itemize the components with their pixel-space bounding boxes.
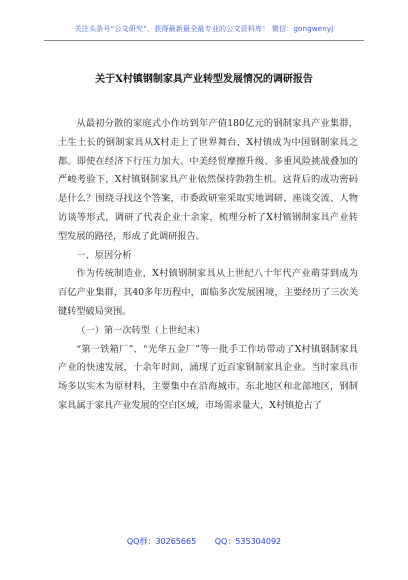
footer-contact: [0, 536, 408, 547]
subsection1-paragraph: “第一铁箱厂”、“光华五金厂”等一批手工作坊带动了X村镇钢制家具产业的快速发展，十余年时间，涌现了近百家钢制家具企业。当时家具市场多以实木为原材料，主要集中在沿海城市、东北地区和北部地区，钢制家具属于家具产业发展的空白区域，市场需求量大，X村镇抢占了: [58, 343, 358, 411]
document-title: 关于X村镇钢制家具产业转型发展情况的调研报告: [95, 74, 313, 85]
header-divider: [44, 40, 364, 41]
qq-group-text: QQ群：30265665: [126, 537, 197, 546]
intro-paragraph: 从最初分散的家庭式小作坊到年产值180亿元的钢制家具产业集群，土生土长的钢制家具从X村走上了世界舞台，X村镇成为中国钢制家具之都。即使在经济下行压力加大、中美经贸摩擦升级、多重风险挑战叠加的严峻考验下，X村镇钢制家具产业依然保持勃勃生机。这背后的成功密码是什么？围绕寻找这个答案，市委政研室采取实地调研、座谈交流、人物访谈等形式，调研了代表企业十余家，梳理分析了X村镇钢制家具产业转型发展的路径，形成了此调研报告。: [58, 118, 358, 242]
section1-paragraph: 作为传统制造业，X村镇钢制家具从上世纪八十年代产业萌芽到成为百亿产业集群，其40多年历程中，面临多次发展困境，主要经历了三次关键转型破局突围。: [58, 268, 358, 317]
qq-text: QQ：535304092: [214, 537, 282, 546]
section-heading-1: 一、原因分析: [76, 249, 132, 261]
header-banner: 关注头条号“公文研究”，获得最新最全最专业的公文资料库！ 微信：gongwenyj: [74, 25, 334, 33]
document-body: [58, 115, 358, 416]
subsection-heading-1: （一）第一次转型（上世纪末）: [76, 324, 206, 336]
